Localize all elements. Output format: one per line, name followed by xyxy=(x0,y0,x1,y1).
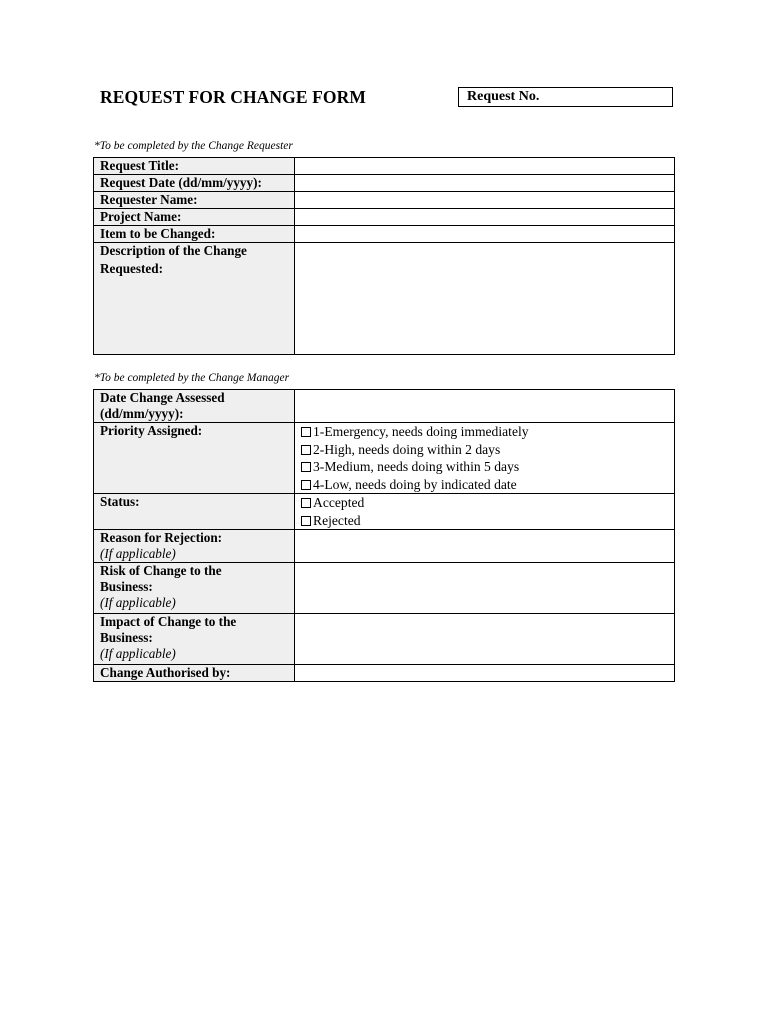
table-row xyxy=(94,226,675,243)
project-name-field[interactable] xyxy=(295,209,675,226)
risk-label-line2: Business: xyxy=(100,579,153,594)
request-title-label: Request Title: xyxy=(94,158,295,175)
form-title: REQUEST FOR CHANGE FORM xyxy=(100,87,366,107)
description-label xyxy=(94,243,295,355)
risk-field[interactable] xyxy=(295,563,675,614)
status-option-text: Rejected xyxy=(313,512,361,528)
description-label-line1: Description of the Change xyxy=(100,243,247,258)
table-row xyxy=(94,209,675,226)
request-date-field[interactable] xyxy=(295,175,675,192)
manager-section-note: *To be completed by the Change Manager xyxy=(94,372,290,384)
description-field[interactable] xyxy=(295,243,675,355)
date-assessed-field[interactable] xyxy=(295,390,675,423)
table-row xyxy=(94,423,675,494)
authorised-field[interactable] xyxy=(295,665,675,682)
priority-option-text: 4-Low, needs doing by indicated date xyxy=(313,476,517,492)
date-assessed-label xyxy=(94,390,295,423)
priority-option[interactable] xyxy=(301,423,668,441)
impact-label-line2: Business: xyxy=(100,630,153,645)
rejection-note: (If applicable) xyxy=(100,546,176,561)
priority-option[interactable] xyxy=(301,458,668,476)
item-changed-label: Item to be Changed: xyxy=(94,226,295,243)
impact-field[interactable] xyxy=(295,614,675,665)
table-row xyxy=(94,530,675,563)
table-row xyxy=(94,158,675,175)
description-label-line2: Requested: xyxy=(100,261,164,276)
requester-name-field[interactable] xyxy=(295,192,675,209)
checkbox-icon[interactable] xyxy=(301,516,311,526)
authorised-label: Change Authorised by: xyxy=(94,665,295,682)
priority-option-text: 1-Emergency, needs doing immediately xyxy=(313,424,529,439)
impact-label xyxy=(94,614,295,665)
priority-option-text: 3-Medium, needs doing within 5 days xyxy=(313,459,520,474)
rejection-label xyxy=(94,530,295,563)
status-label: Status: xyxy=(94,494,295,530)
project-name-label: Project Name: xyxy=(94,209,295,226)
impact-note: (If applicable) xyxy=(100,646,176,661)
checkbox-icon[interactable] xyxy=(301,445,311,455)
requester-section-note: *To be completed by the Change Requester xyxy=(94,140,293,152)
table-row xyxy=(94,175,675,192)
request-date-label: Request Date (dd/mm/yyyy): xyxy=(94,175,295,192)
date-assessed-line1: Date Change Assessed xyxy=(100,390,225,405)
checkbox-icon[interactable] xyxy=(301,480,311,490)
checkbox-icon[interactable] xyxy=(301,462,311,472)
status-option-rejected[interactable] xyxy=(301,512,668,530)
status-option-text: Accepted xyxy=(313,495,365,510)
table-row xyxy=(94,192,675,209)
status-option-accepted[interactable] xyxy=(301,494,668,512)
table-row xyxy=(94,243,675,355)
requester-table xyxy=(93,157,675,355)
requester-name-label: Requester Name: xyxy=(94,192,295,209)
rejection-label-text: Reason for Rejection: xyxy=(100,530,223,545)
table-row xyxy=(94,614,675,665)
manager-table xyxy=(93,389,675,682)
table-row xyxy=(94,390,675,423)
date-assessed-line2: (dd/mm/yyyy): xyxy=(100,406,184,421)
checkbox-icon[interactable] xyxy=(301,427,311,437)
risk-note: (If applicable) xyxy=(100,595,176,610)
table-row xyxy=(94,563,675,614)
rejection-field[interactable] xyxy=(295,530,675,563)
status-options xyxy=(295,494,675,530)
priority-option-text: 2-High, needs doing within 2 days xyxy=(313,441,501,457)
priority-option[interactable] xyxy=(301,476,668,494)
risk-label-line1: Risk of Change to the xyxy=(100,563,222,578)
checkbox-icon[interactable] xyxy=(301,498,311,508)
priority-options xyxy=(295,423,675,494)
request-number-field[interactable] xyxy=(458,87,673,107)
table-row xyxy=(94,665,675,682)
impact-label-line1: Impact of Change to the xyxy=(100,614,237,629)
risk-label xyxy=(94,563,295,614)
item-changed-field[interactable] xyxy=(295,226,675,243)
request-title-field[interactable] xyxy=(295,158,675,175)
priority-label: Priority Assigned: xyxy=(94,423,295,494)
request-number-label: Request No. xyxy=(467,89,540,104)
priority-option[interactable] xyxy=(301,441,668,459)
table-row xyxy=(94,494,675,530)
